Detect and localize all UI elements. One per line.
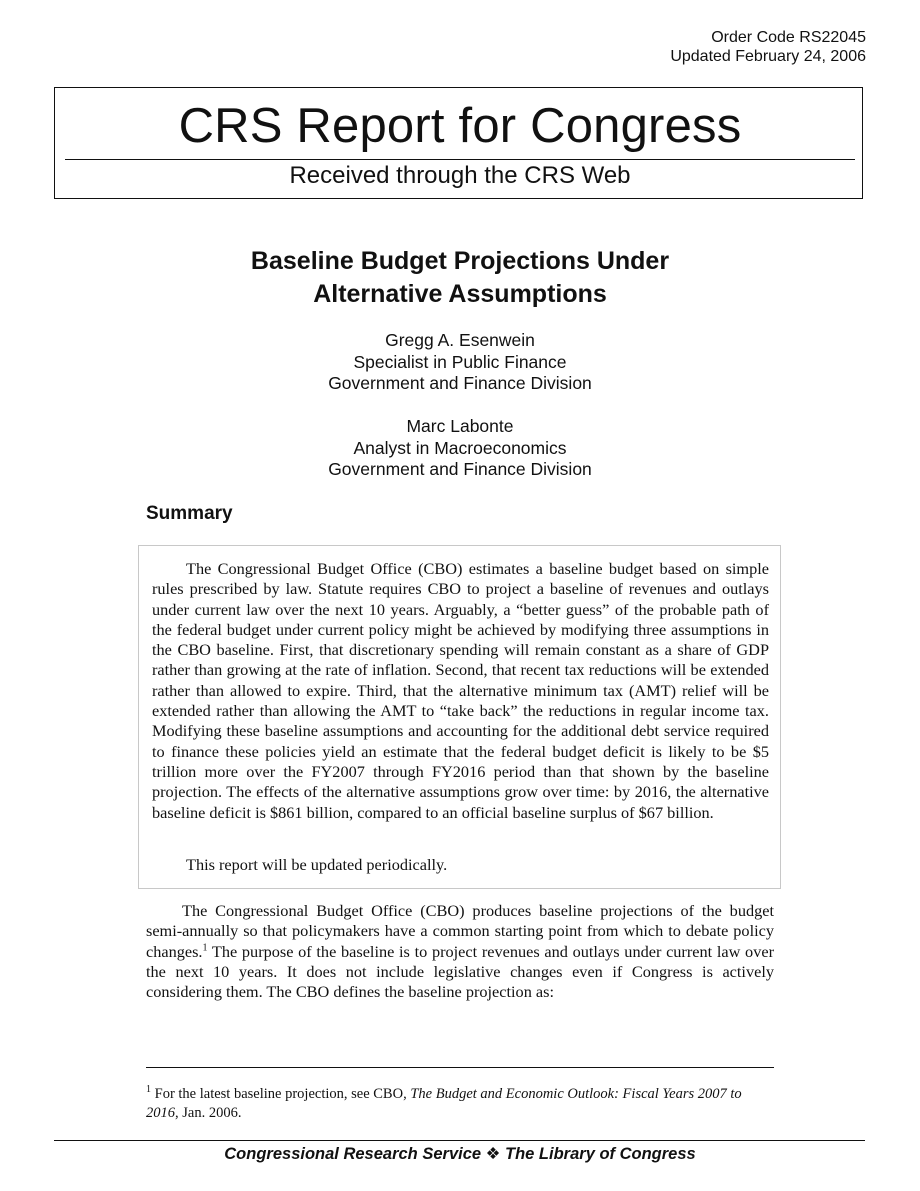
- document-title-line-2: Alternative Assumptions: [313, 280, 607, 308]
- header-divider: [65, 159, 855, 160]
- page-footer: Congressional Research Service ❖ The Library of Congress: [224, 1145, 696, 1163]
- summary-heading: Summary: [146, 503, 233, 524]
- document-title: [0, 245, 920, 311]
- footnote-divider: [146, 1067, 774, 1068]
- footnote-number: 1: [146, 1084, 151, 1096]
- author-position: Analyst in Macroeconomics: [353, 437, 567, 458]
- author-name: Gregg A. Esenwein: [385, 330, 535, 350]
- report-title: CRS Report for Congress: [178, 99, 742, 153]
- body-text-part-2: The purpose of the baseline is to project revenues and outlays under current law over the next 10 years. It does not include legislative changes even if Congress is actively considering them. The CBO defines the baseline projection as:: [146, 941, 774, 1002]
- author-name: Marc Labonte: [406, 416, 514, 436]
- author-position: Specialist in Public Finance: [353, 351, 567, 372]
- footnote-reference[interactable]: 1: [202, 942, 208, 954]
- footnote-text-after: , Jan. 2006.: [175, 1104, 242, 1121]
- author-division: Government and Finance Division: [328, 459, 592, 479]
- footer-divider: [54, 1140, 865, 1141]
- author-block: [0, 330, 920, 395]
- summary-text: The Congressional Budget Office (CBO) estimates a baseline budget based on simple rules prescribed by law. Statute requires CBO to project a baseline of revenues and outlays under current law over the next 10 years. Arguably, a “better guess” of the probable path of the federal budget under current policy might be achieved by modifying three assumptions in the CBO baseline. First, that discretionary spending will remain constant as a share of GDP rather than growing at the rate of inflation. Second, that recent tax reductions will be extended rather than allowed to expire. Third, that the alternative minimum tax (AMT) relief will be extended rather than allowing the AMT to “take back” the reductions in regular income tax. Modifying these baseline assumptions and accounting for the additional debt service required to finance these policies yield an estimate that the federal budget deficit is likely to be $5 trillion more over the FY2007 through FY2016 period than that shown by the baseline projection. The effects of the alternative assumptions grow over time: by 2016, the alternative baseline deficit is $861 billion, compared to an official baseline surplus of $67 billion.: [152, 559, 769, 822]
- footnote: [146, 1085, 774, 1122]
- document-title-line-1: Baseline Budget Projections Under: [250, 247, 670, 275]
- body-paragraph: [146, 901, 774, 1002]
- footnote-cited-title: The Budget and Economic Outlook: Fiscal Years 2007 to 2016: [146, 1086, 742, 1121]
- footnote-text-before: For the latest baseline projection, see CBO,: [151, 1086, 411, 1102]
- summary-update-note: This report will be updated periodically.: [186, 855, 448, 874]
- author-block: [0, 416, 920, 481]
- body-text-part-1: The Congressional Budget Office (CBO) produces baseline projections of the budget semi-annually so that policymakers have a common starting point from which to debate policy changes.: [146, 901, 774, 961]
- report-subtitle: Received through the CRS Web: [289, 162, 631, 189]
- author-division: Government and Finance Division: [328, 373, 592, 393]
- order-code: Order Code RS22045: [711, 29, 866, 46]
- order-info: [670, 28, 866, 66]
- updated-date: Updated February 24, 2006: [670, 48, 866, 65]
